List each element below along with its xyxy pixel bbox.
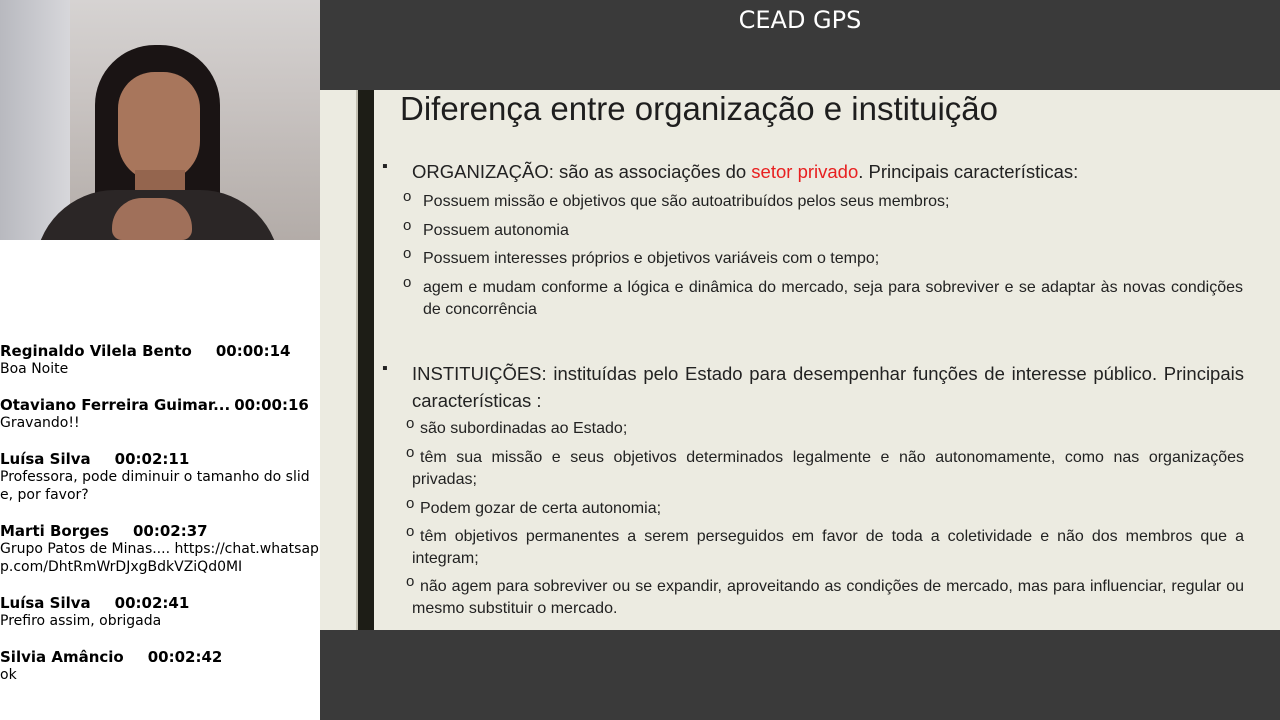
- sub-bullet-text: agem e mudam conforme a lógica e dinâmica do mercado, seja para sobreviver e se adaptar às novas condições de concorrência: [423, 279, 1243, 318]
- sub-bullet-text: Possuem missão e objetivos que são autoatribuídos pelos seus membros;: [423, 193, 950, 210]
- chat-timestamp: 00:02:11: [114, 450, 190, 468]
- sub-bullet: [403, 217, 1243, 242]
- sub-bullet: [406, 444, 1244, 491]
- sub-bullet: [403, 188, 1243, 213]
- chat-message: [0, 648, 320, 684]
- sub-bullet-text: não agem para sobreviver ou se expandir, aproveitando as condições de mercado, mas para influenciar, regular ou mesmo substituir o mercado.: [412, 578, 1244, 617]
- circle-bullet-icon: o: [406, 495, 415, 512]
- circle-bullet-icon: o: [403, 188, 412, 205]
- chat-text: ok: [0, 667, 17, 683]
- bottom-bar: [320, 630, 1280, 720]
- chat-timestamp: 00:02:42: [147, 648, 223, 666]
- chat-message: [0, 594, 320, 630]
- webcam-video: [0, 0, 320, 240]
- presentation-slide: [320, 90, 1280, 630]
- chat-author: Silvia Amâncio: [0, 648, 124, 666]
- sub-bullet: [406, 495, 1244, 520]
- sub-bullet: [406, 523, 1244, 570]
- chat-text: Grupo Patos de Minas.... https://chat.whatsapp.com/DhtRmWrDJxgBdkVZiQd0MI: [0, 541, 319, 575]
- chat-author: Marti Borges: [0, 522, 109, 540]
- chat-text: Boa Noite: [0, 361, 69, 377]
- chat-timestamp: 00:02:37: [132, 522, 208, 540]
- bullet-instituicoes: [382, 360, 1244, 414]
- sub-bullet-text: têm sua missão e seus objetivos determinados legalmente e não autonomamente, como nas organizações privadas;: [412, 449, 1244, 488]
- presenter-hand: [112, 198, 192, 240]
- sub-bullet-text: são subordinadas ao Estado;: [420, 420, 628, 437]
- chat-message: [0, 342, 320, 378]
- chat-message: [0, 450, 320, 504]
- bullet-organizacao: [382, 158, 1172, 183]
- slide-title: Diferença entre organização e instituição: [400, 90, 999, 127]
- sub-bullet: [406, 573, 1244, 620]
- sub-bullet-text: Podem gozar de certa autonomia;: [420, 500, 662, 517]
- chat-message: [0, 396, 320, 432]
- app-title: CEAD GPS: [738, 6, 862, 34]
- chat-text: Professora, pode diminuir o tamanho do slide, por favor?: [0, 469, 310, 503]
- chat-message: [0, 522, 320, 576]
- webcam-background: [0, 0, 70, 240]
- circle-bullet-icon: o: [406, 573, 415, 590]
- square-bullet-icon: ▪: [382, 158, 388, 175]
- bullet-intro: INSTITUIÇÕES: instituídas pelo Estado para desempenhar funções de interesse público. Principais características :: [412, 363, 1244, 411]
- chat-author: Reginaldo Vilela Bento: [0, 342, 192, 360]
- chat-panel[interactable]: [0, 240, 320, 720]
- sub-bullet-text: Possuem autonomia: [423, 222, 569, 239]
- circle-bullet-icon: o: [406, 523, 415, 540]
- circle-bullet-icon: o: [406, 415, 415, 432]
- bullet-intro: ORGANIZAÇÃO: são as associações do: [412, 161, 752, 182]
- chat-author: Luísa Silva: [0, 594, 91, 612]
- sub-bullet: [403, 245, 1243, 270]
- chat-timestamp: 00:00:14: [215, 342, 291, 360]
- bullet-rest: . Principais características:: [858, 161, 1079, 182]
- chat-author: Otaviano Ferreira Guimar...: [0, 396, 231, 414]
- circle-bullet-icon: o: [406, 444, 415, 461]
- slide-accent-bar: [358, 90, 374, 630]
- top-bar: [320, 0, 1280, 90]
- sub-bullet-text: Possuem interesses próprios e objetivos variáveis com o tempo;: [423, 250, 880, 267]
- sub-bullet: [406, 415, 1244, 440]
- sub-bullet: [403, 274, 1243, 321]
- circle-bullet-icon: o: [403, 217, 412, 234]
- square-bullet-icon: ▪: [382, 360, 388, 377]
- chat-timestamp: 00:00:16: [234, 396, 309, 414]
- chat-timestamp: 00:02:41: [114, 594, 190, 612]
- presenter-face: [118, 72, 200, 182]
- circle-bullet-icon: o: [403, 274, 412, 291]
- highlight-text: setor privado: [751, 161, 859, 182]
- chat-text: Prefiro assim, obrigada: [0, 613, 162, 629]
- chat-author: Luísa Silva: [0, 450, 91, 468]
- chat-text: Gravando!!: [0, 415, 80, 431]
- sub-bullet-text: têm objetivos permanentes a serem perseguidos em favor de toda a coletividade e não dos membros que a integram;: [412, 528, 1244, 567]
- circle-bullet-icon: o: [403, 245, 412, 262]
